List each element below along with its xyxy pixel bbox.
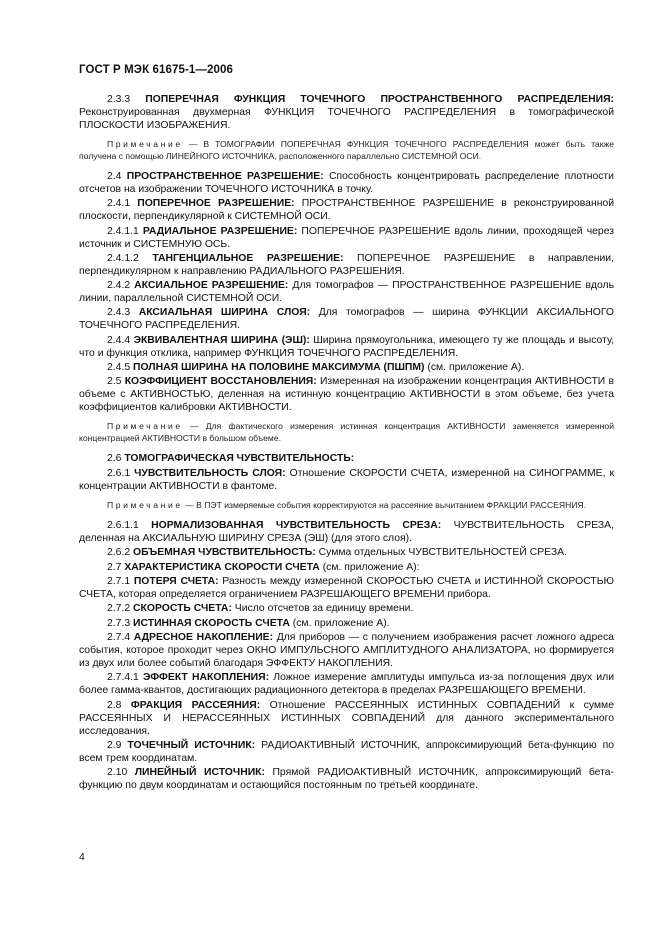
clause-number: 2.4.4	[107, 334, 131, 346]
clause-number: 2.10	[107, 767, 128, 779]
term-heading: ТОМОГРАФИЧЕСКАЯ ЧУВСТВИТЕЛЬНОСТЬ:	[124, 453, 355, 465]
definition-text: Число отсчетов за единицу времени.	[234, 603, 414, 615]
definition-text: (см. приложение А).	[427, 362, 525, 374]
term-heading: ФРАКЦИЯ РАССЕЯНИЯ:	[130, 699, 261, 711]
term-heading: ТОЧЕЧНЫЙ ИСТОЧНИК:	[127, 739, 256, 751]
clause-number: 2.7	[107, 561, 122, 573]
term-heading: ЧУВСТВИТЕЛЬНОСТЬ СЛОЯ:	[134, 467, 286, 479]
term-heading: АКСИАЛЬНАЯ ШИРИНА СЛОЯ:	[138, 307, 311, 319]
clause-paragraph	[79, 546, 614, 559]
clause-paragraph	[79, 252, 614, 278]
definition-text: Разность между измеренной СКОРОСТЬЮ СЧЕТА и ИСТИННОЙ СКОРОСТЬЮ СЧЕТА, которая определяется ограничением РАЗРЕШАЮЩЕГО ВРЕМЕНИ прибора.	[79, 576, 615, 601]
definition-text: Сумма отдельных ЧУВСТВИТЕЛЬНОСТЕЙ СРЕЗА.	[318, 547, 567, 559]
note-label: Примечание	[107, 421, 183, 432]
clause-number: 2.7.3	[107, 617, 131, 629]
term-heading: ЭФФЕКТ НАКОПЛЕНИЯ:	[143, 672, 270, 684]
term-heading: ЭКВИВАЛЕНТНАЯ ШИРИНА (ЭШ):	[133, 334, 310, 346]
clause-paragraph	[79, 306, 614, 332]
clause-paragraph	[79, 766, 614, 792]
clause-paragraph	[79, 170, 614, 196]
clause-number: 2.7.2	[107, 603, 131, 615]
document-header: ГОСТ Р МЭК 61675-1—2006	[79, 64, 233, 76]
clause-paragraph	[79, 467, 614, 493]
clause-number: 2.6.1	[107, 467, 131, 479]
clause-number: 2.8	[107, 699, 122, 711]
clause-paragraph	[79, 671, 614, 697]
definition-text: Ложное измерение амплитуды импульса из-за поглощения двух или более гамма-квантов, достигающих радиационного детектора в пределах РАЗРЕШАЮЩЕГО ВРЕМЕНИ.	[79, 672, 615, 697]
clause-number: 2.9	[107, 739, 122, 751]
definition-text: Для томографов — ширина ФУНКЦИИ АКСИАЛЬНОГО ТОЧЕЧНОГО РАСПРЕДЕЛЕНИЯ.	[79, 307, 615, 332]
clause-paragraph	[79, 279, 614, 305]
term-heading: ОБЪЕМНАЯ ЧУВСТВИТЕЛЬНОСТЬ:	[133, 547, 316, 559]
clause-paragraph	[79, 334, 614, 360]
term-heading: ТАНГЕНЦИАЛЬНОЕ РАЗРЕШЕНИЕ:	[152, 252, 344, 264]
clause-paragraph	[79, 602, 614, 615]
term-heading: ЛИНЕЙНЫЙ ИСТОЧНИК:	[134, 767, 265, 779]
note	[79, 421, 614, 444]
clause-paragraph	[79, 452, 614, 465]
note	[79, 500, 614, 512]
clause-number: 2.5	[107, 376, 122, 388]
note	[79, 139, 614, 162]
term-heading: РАДИАЛЬНОЕ РАЗРЕШЕНИЕ:	[142, 225, 298, 237]
definition-text: ПРОСТРАНСТВЕННОЕ РАЗРЕШЕНИЕ в реконструированной плоскости, перпендикулярной к СИСТЕМНОЙ ОСИ.	[79, 198, 615, 223]
definition-text: РАДИОАКТИВНЫЙ ИСТОЧНИК, аппроксимирующий бета-функцию по всем трем координатам.	[79, 739, 614, 764]
clause-paragraph	[79, 617, 614, 630]
clause-number: 2.6.2	[107, 547, 131, 559]
term-heading: ПОЛНАЯ ШИРИНА НА ПОЛОВИНЕ МАКСИМУМА (ПШПМ)	[133, 362, 425, 374]
clause-number: 2.6	[107, 453, 122, 465]
definition-text: Для томографов — ПРОСТРАНСТВЕННОЕ РАЗРЕШЕНИЕ вдоль линии, параллельной СИСТЕМНОЙ ОСИ.	[79, 280, 615, 305]
clause-number: 2.7.4.1	[107, 672, 139, 684]
clause-paragraph	[79, 575, 614, 601]
definition-text: (см. приложение А):	[322, 561, 420, 573]
term-heading: НОРМАЛИЗОВАННАЯ ЧУВСТВИТЕЛЬНОСТЬ СРЕЗА:	[151, 520, 442, 532]
clause-paragraph	[79, 361, 614, 374]
definition-text: Отношение РАССЕЯННЫХ ИСТИННЫХ СОВПАДЕНИЙ к сумме РАССЕЯННЫХ И НЕРАССЕЯННЫХ ИСТИННЫХ СОВПАДЕНИЙ для данного экспериментального исследования.	[79, 699, 614, 737]
definition-text: ЧУВСТВИТЕЛЬНОСТЬ СРЕЗА, деленная на АКСИАЛЬНУЮ ШИРИНУ СРЕЗА (ЭШ) (для этого слоя).	[79, 520, 614, 545]
note-text: — Для фактического измерения истинная концентрация АКТИВНОСТИ заменяется измеренной концентрацией АКТИВНОСТИ в большом объеме.	[79, 421, 615, 443]
clause-number: 2.4	[107, 171, 122, 182]
clause-paragraph	[79, 197, 614, 223]
definition-text: Отношение СКОРОСТИ СЧЕТА, измеренной на СИНОГРАММЕ, к концентрации АКТИВНОСТИ в фантоме.	[79, 467, 615, 492]
clause-number: 2.4.3	[107, 307, 131, 319]
term-heading: ПРОСТРАНСТВЕННОЕ РАЗРЕШЕНИЕ:	[126, 171, 324, 182]
page-number: 4	[79, 851, 85, 863]
note-text: — В ПЭТ измеряемые события корректируются на рассеяние вычитанием ФРАКЦИИ РАССЕЯНИЯ.	[185, 499, 587, 510]
definition-text: Для приборов — с получением изображения расчет ложного адреса события, которое проходит через ОКНО ИМПУЛЬСНОГО АМПЛИТУДНОГО АНАЛИЗАТОРА, но формируется из двух или более событий благодаря ЭФФЕКТУ НАКОПЛЕНИЯ.	[79, 631, 615, 669]
clause-paragraph	[79, 93, 614, 132]
definition-text: ПОПЕРЕЧНОЕ РАЗРЕШЕНИЕ в направлении, перпендикулярном к направлению РАДИАЛЬНОГО РАЗРЕШЕНИЯ.	[79, 252, 615, 277]
clause-paragraph	[79, 519, 614, 545]
definition-text: Измеренная на изображении концентрация АКТИВНОСТИ в объеме с АКТИВНОСТЬЮ, деленная на истинную концентрацию АКТИВНОСТИ в этом объеме, без учета коэффициентов калибровки АКТИВНОСТИ.	[79, 376, 615, 414]
clause-paragraph	[79, 739, 614, 765]
term-heading: КОЭФФИЦИЕНТ ВОССТАНОВЛЕНИЯ:	[124, 376, 317, 388]
clause-paragraph	[79, 225, 614, 251]
clause-number: 2.4.1.1	[107, 225, 139, 237]
term-heading: ИСТИННАЯ СКОРОСТЬ СЧЕТА	[133, 617, 290, 629]
term-heading: ПОПЕРЕЧНАЯ ФУНКЦИЯ ТОЧЕЧНОГО ПРОСТРАНСТВЕННОГО РАСПРЕДЕЛЕНИЯ:	[145, 94, 614, 105]
term-heading: СКОРОСТЬ СЧЕТА:	[133, 603, 232, 615]
clause-number: 2.4.5	[107, 362, 131, 374]
definition-text: Прямой РАДИОАКТИВНЫЙ ИСТОЧНИК, аппроксимирующий бета-функцию по двум координатам и остающийся постоянным по третьей координате.	[79, 767, 614, 792]
term-heading: АДРЕСНОЕ НАКОПЛЕНИЕ:	[133, 631, 274, 643]
clause-number: 2.4.1.2	[107, 252, 139, 264]
clause-number: 2.7.4	[107, 631, 131, 643]
clause-paragraph	[79, 699, 614, 738]
note-label: Примечание	[107, 139, 183, 149]
clause-paragraph	[79, 561, 614, 574]
term-heading: ПОТЕРЯ СЧЕТА:	[133, 576, 219, 588]
document-body	[79, 93, 614, 793]
term-heading: ПОПЕРЕЧНОЕ РАЗРЕШЕНИЕ:	[137, 198, 295, 210]
term-heading: ХАРАКТЕРИСТИКА СКОРОСТИ СЧЕТА	[124, 561, 320, 573]
note-label: Примечание	[107, 499, 183, 510]
definition-text: Реконструированная двухмерная ФУНКЦИЯ ТОЧЕЧНОГО РАСПРЕДЕЛЕНИЯ в томографической ПЛОСКОСТИ ИЗОБРАЖЕНИЯ.	[79, 107, 614, 131]
definition-text: (см. приложение А).	[292, 617, 390, 629]
term-heading: АКСИАЛЬНОЕ РАЗРЕШЕНИЕ:	[134, 280, 289, 292]
note-text: — В ТОМОГРАФИИ ПОПЕРЕЧНАЯ ФУНКЦИЯ ТОЧЕЧНОГО РАСПРЕДЕЛЕНИЯ может быть также получена с помощью ЛИНЕЙНОГО ИСТОЧНИКА, расположенного параллельно СИСТЕМНОЙ ОСИ.	[79, 139, 615, 161]
clause-number: 2.7.1	[107, 576, 131, 588]
clause-number: 2.4.1	[107, 198, 131, 210]
definition-text: Ширина прямоугольника, имеющего ту же площадь и высоту, что и функция отклика, например ФУНКЦИЯ ТОЧЕЧНОГО РАСПРЕДЕЛЕНИЯ.	[79, 334, 614, 359]
clause-number: 2.3.3	[107, 94, 131, 105]
clause-number: 2.4.2	[107, 280, 131, 292]
definition-text: Способность концентрировать распределение плотности отсчетов на изображении ТОЧЕЧНОГО ИСТОЧНИКА в точку.	[79, 171, 614, 195]
clause-paragraph	[79, 375, 614, 414]
clause-number: 2.6.1.1	[107, 520, 139, 532]
definition-text: ПОПЕРЕЧНОЕ РАЗРЕШЕНИЕ вдоль линии, проходящей через источник и СИСТЕМНУЮ ОСЬ.	[79, 225, 615, 250]
clause-paragraph	[79, 631, 614, 670]
